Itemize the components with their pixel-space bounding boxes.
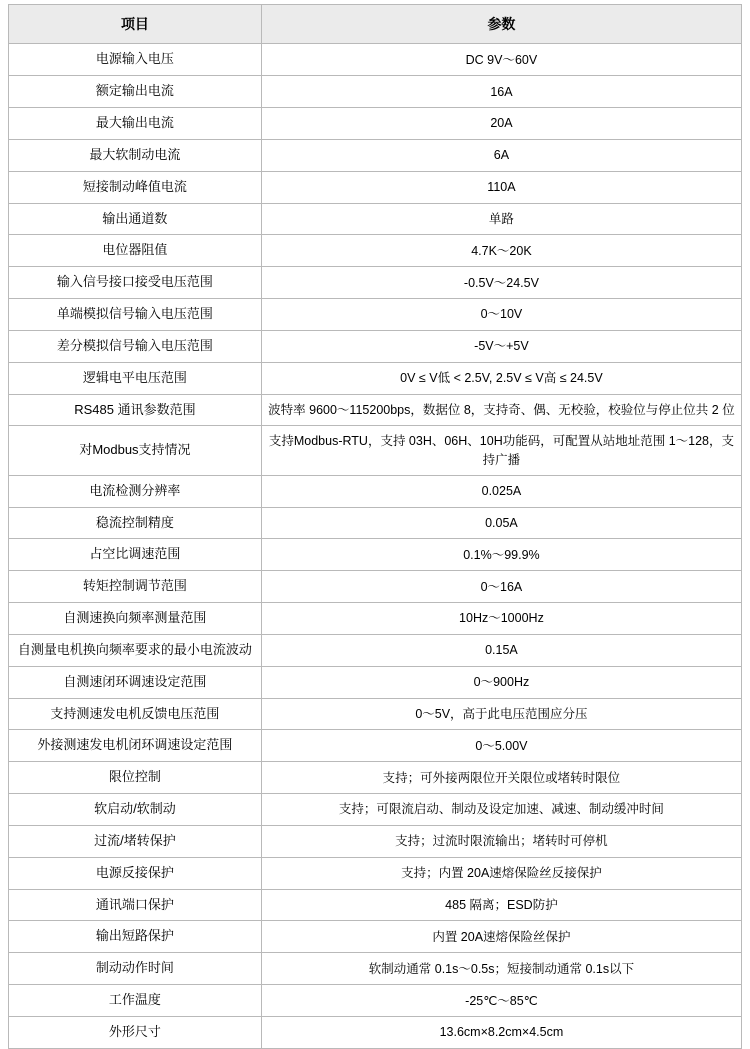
- row-item-label: 支持测速发电机反馈电压范围: [9, 698, 262, 730]
- table-row: [9, 666, 742, 698]
- row-item-label: 逻辑电平电压范围: [9, 362, 262, 394]
- table-row: [9, 507, 742, 539]
- row-item-value: 485 隔离；ESD防护: [261, 889, 741, 921]
- row-item-value: 4.7K～20K: [261, 235, 741, 267]
- row-item-label: 电源输入电压: [9, 44, 262, 76]
- table-head: [9, 5, 742, 44]
- table-row: [9, 825, 742, 857]
- row-item-value: 13.6cm×8.2cm×4.5cm: [261, 1017, 741, 1049]
- row-item-value: 0V ≤ V低 < 2.5V, 2.5V ≤ V高 ≤ 24.5V: [261, 362, 741, 394]
- row-item-value: 支持；可外接两限位开关限位或堵转时限位: [261, 762, 741, 794]
- row-item-value: 波特率 9600～115200bps，数据位 8，支持奇、偶、无校验，校验位与停止位共 2 位: [261, 394, 741, 426]
- row-item-label: 输出通道数: [9, 203, 262, 235]
- row-item-value: 16A: [261, 76, 741, 108]
- table-row: [9, 330, 742, 362]
- row-item-value: -25℃～85℃: [261, 985, 741, 1017]
- row-item-label: 自测量电机换向频率要求的最小电流波动: [9, 634, 262, 666]
- row-item-value: 支持；过流时限流输出；堵转时可停机: [261, 825, 741, 857]
- row-item-value: 0～900Hz: [261, 666, 741, 698]
- table-row: [9, 76, 742, 108]
- row-item-label: 通讯端口保护: [9, 889, 262, 921]
- row-item-label: 对Modbus支持情况: [9, 426, 262, 475]
- column-header-parameter: 参数: [261, 5, 741, 44]
- table-row: [9, 698, 742, 730]
- row-item-value: 支持；内置 20A速熔保险丝反接保护: [261, 857, 741, 889]
- row-item-label: 占空比调速范围: [9, 539, 262, 571]
- table-body: [9, 44, 742, 1049]
- row-item-value: 单路: [261, 203, 741, 235]
- row-item-value: 10Hz～1000Hz: [261, 603, 741, 635]
- specification-table: [8, 4, 742, 1049]
- table-row: [9, 634, 742, 666]
- table-row: [9, 953, 742, 985]
- row-item-value: 软制动通常 0.1s～0.5s；短接制动通常 0.1s以下: [261, 953, 741, 985]
- row-item-label: 最大软制动电流: [9, 139, 262, 171]
- table-row: [9, 171, 742, 203]
- table-row: [9, 603, 742, 635]
- row-item-label: 工作温度: [9, 985, 262, 1017]
- row-item-value: -5V～+5V: [261, 330, 741, 362]
- row-item-label: 额定输出电流: [9, 76, 262, 108]
- row-item-value: 支持Modbus-RTU，支持 03H、06H、10H功能码，可配置从站地址范围 1～128，支持广播: [261, 426, 741, 475]
- row-item-value: 支持；可限流启动、制动及设定加速、减速、制动缓冲时间: [261, 794, 741, 826]
- row-item-value: 0.15A: [261, 634, 741, 666]
- table-row: [9, 794, 742, 826]
- row-item-label: 转矩控制调节范围: [9, 571, 262, 603]
- row-item-value: -0.5V～24.5V: [261, 267, 741, 299]
- row-item-value: 0.025A: [261, 475, 741, 507]
- table-row: [9, 267, 742, 299]
- table-header-row: [9, 5, 742, 44]
- table-row: [9, 921, 742, 953]
- row-item-label: 短接制动峰值电流: [9, 171, 262, 203]
- row-item-label: 差分模拟信号输入电压范围: [9, 330, 262, 362]
- column-header-item: 项目: [9, 5, 262, 44]
- row-item-label: 制动动作时间: [9, 953, 262, 985]
- table-row: [9, 475, 742, 507]
- row-item-label: 电流检测分辨率: [9, 475, 262, 507]
- row-item-label: 软启动/软制动: [9, 794, 262, 826]
- row-item-label: 自测速闭环调速设定范围: [9, 666, 262, 698]
- row-item-value: 0～10V: [261, 299, 741, 331]
- table-row: [9, 426, 742, 475]
- table-row: [9, 762, 742, 794]
- table-row: [9, 1017, 742, 1049]
- row-item-label: 输入信号接口接受电压范围: [9, 267, 262, 299]
- row-item-label: 输出短路保护: [9, 921, 262, 953]
- row-item-label: 最大输出电流: [9, 107, 262, 139]
- row-item-label: 电位器阻值: [9, 235, 262, 267]
- table-row: [9, 857, 742, 889]
- table-row: [9, 299, 742, 331]
- row-item-label: 外形尺寸: [9, 1017, 262, 1049]
- table-row: [9, 539, 742, 571]
- row-item-value: 内置 20A速熔保险丝保护: [261, 921, 741, 953]
- row-item-value: 110A: [261, 171, 741, 203]
- table-row: [9, 571, 742, 603]
- row-item-value: 0～5V，高于此电压范围应分压: [261, 698, 741, 730]
- row-item-value: 0.05A: [261, 507, 741, 539]
- row-item-label: 稳流控制精度: [9, 507, 262, 539]
- table-row: [9, 362, 742, 394]
- row-item-value: 20A: [261, 107, 741, 139]
- row-item-label: 单端模拟信号输入电压范围: [9, 299, 262, 331]
- row-item-label: 过流/堵转保护: [9, 825, 262, 857]
- table-row: [9, 44, 742, 76]
- row-item-value: DC 9V～60V: [261, 44, 741, 76]
- row-item-label: 电源反接保护: [9, 857, 262, 889]
- row-item-value: 0.1%～99.9%: [261, 539, 741, 571]
- table-row: [9, 139, 742, 171]
- row-item-value: 6A: [261, 139, 741, 171]
- row-item-label: RS485 通讯参数范围: [9, 394, 262, 426]
- row-item-value: 0～16A: [261, 571, 741, 603]
- row-item-label: 自测速换向频率测量范围: [9, 603, 262, 635]
- row-item-value: 0～5.00V: [261, 730, 741, 762]
- table-row: [9, 235, 742, 267]
- row-item-label: 外接测速发电机闭环调速设定范围: [9, 730, 262, 762]
- row-item-label: 限位控制: [9, 762, 262, 794]
- table-row: [9, 985, 742, 1017]
- table-row: [9, 107, 742, 139]
- table-row: [9, 889, 742, 921]
- table-row: [9, 730, 742, 762]
- table-row: [9, 203, 742, 235]
- table-row: [9, 394, 742, 426]
